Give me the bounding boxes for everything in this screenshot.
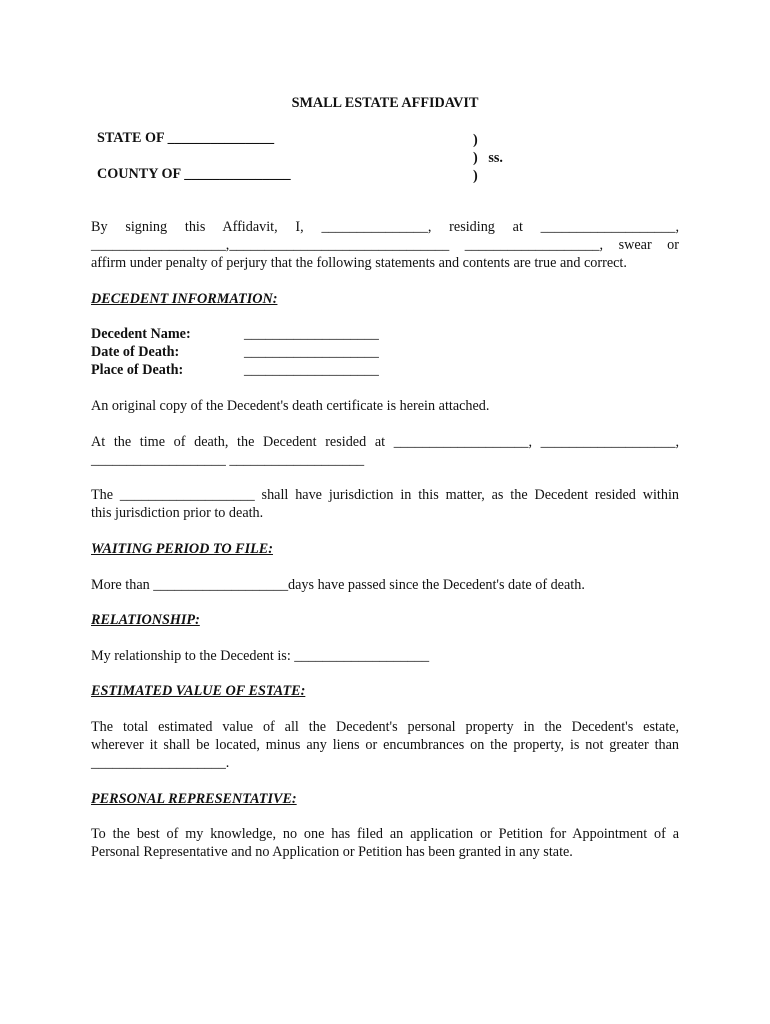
- decedent-field-row: [91, 343, 491, 361]
- residence-paragraph: [91, 433, 679, 469]
- venue-spacer: [97, 147, 291, 165]
- jurisdiction-paragraph: [91, 486, 679, 522]
- jurisdiction-line-2: this jurisdiction prior to death.: [91, 505, 264, 521]
- intro-line-2: ___________________,_______________________________ ___________________, swear or: [91, 237, 679, 253]
- venue-parentheses: [473, 131, 503, 185]
- estate-line-3: ___________________.: [91, 755, 230, 771]
- county-line: COUNTY OF _______________: [97, 166, 291, 182]
- estate-line-1: The total estimated value of all the Decedent's personal property in the Decedent's estate,: [91, 719, 679, 735]
- decedent-field-row: [91, 325, 491, 343]
- jurisdiction-line-1: The ___________________ shall have jurisdiction in this matter, as the Decedent resided within: [91, 487, 679, 503]
- decedent-name-label: Decedent Name:: [91, 326, 191, 342]
- intro-line-1: By signing this Affidavit, I, _______________, residing at ___________________,: [91, 219, 679, 235]
- estimated-value-paragraph: [91, 718, 679, 772]
- venue-paren-3: ): [473, 168, 478, 184]
- venue-block: [97, 129, 291, 183]
- decedent-field-row: [91, 361, 491, 379]
- relationship-paragraph: My relationship to the Decedent is: ___________________: [91, 648, 430, 664]
- relationship-heading: RELATIONSHIP:: [91, 612, 200, 628]
- representative-line-1: To the best of my knowledge, no one has filed an application or Petition for Appointment of a: [91, 826, 679, 842]
- decedent-information-heading: DECEDENT INFORMATION:: [91, 291, 278, 307]
- venue-paren-ss: ) ss.: [473, 150, 503, 166]
- decedent-name-blank: ___________________: [244, 326, 379, 342]
- date-of-death-blank: ___________________: [244, 344, 379, 360]
- date-of-death-label: Date of Death:: [91, 344, 180, 360]
- intro-line-3: affirm under penalty of perjury that the following statements and contents are true and correct.: [91, 255, 627, 271]
- residence-line-2: ___________________ ___________________: [91, 452, 365, 468]
- waiting-period-heading: WAITING PERIOD TO FILE:: [91, 541, 273, 557]
- residence-line-1: At the time of death, the Decedent resided at ___________________, ___________________,: [91, 434, 679, 450]
- venue-paren-1: ): [473, 132, 478, 148]
- place-of-death-label: Place of Death:: [91, 362, 184, 378]
- death-certificate-paragraph: An original copy of the Decedent's death certificate is herein attached.: [91, 398, 490, 414]
- waiting-period-paragraph: More than ___________________days have passed since the Decedent's date of death.: [91, 577, 585, 593]
- personal-representative-heading: PERSONAL REPRESENTATIVE:: [91, 791, 297, 807]
- intro-paragraph: [91, 218, 679, 272]
- decedent-fields: [91, 325, 491, 379]
- place-of-death-blank: ___________________: [244, 362, 379, 378]
- estimated-value-heading: ESTIMATED VALUE OF ESTATE:: [91, 683, 306, 699]
- representative-line-2: Personal Representative and no Application or Petition has been granted in any state.: [91, 844, 573, 860]
- personal-representative-paragraph: [91, 825, 679, 861]
- document-title: SMALL ESTATE AFFIDAVIT: [291, 95, 479, 111]
- estate-line-2: wherever it shall be located, minus any liens or encumbrances on the property, is not greater than: [91, 737, 679, 753]
- state-line: STATE OF _______________: [97, 130, 275, 146]
